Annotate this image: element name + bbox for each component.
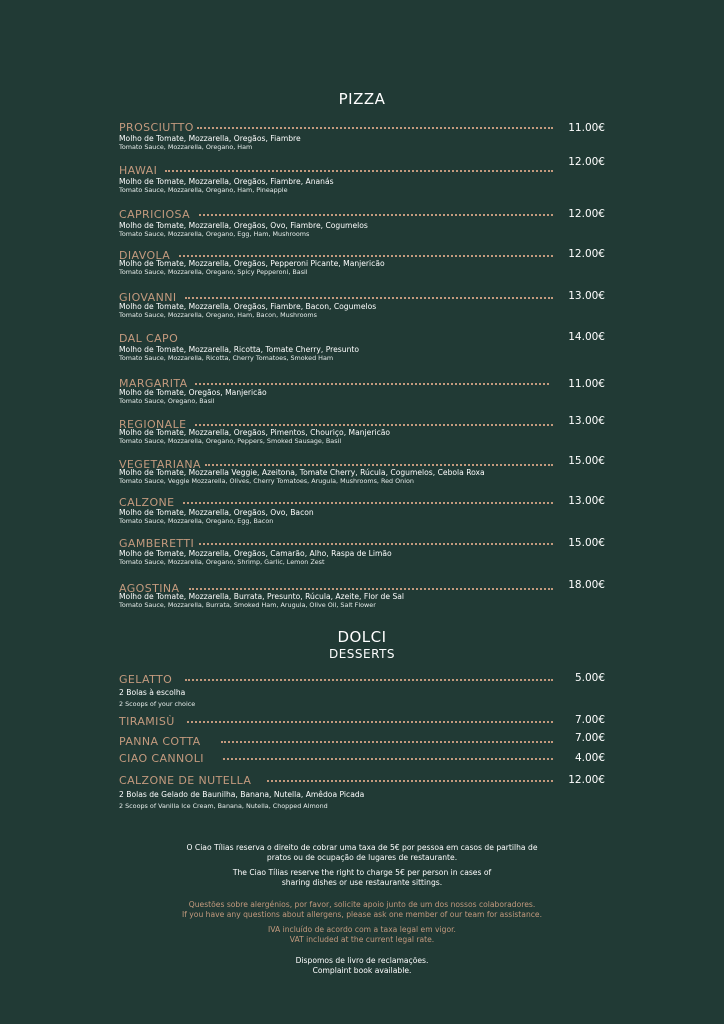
item-desc-en: Tomato Sauce, Mozzarella, Oregano, Shrimp, Garlic, Lemon Zest xyxy=(119,558,325,566)
footer-line: O Ciao Tílias reserva o direito de cobrar uma taxa de 5€ por pessoa em casos de partilha de xyxy=(186,843,538,852)
item-name: DIAVOLA xyxy=(119,249,171,262)
item-desc-pt: Molho de Tomate, Mozzarella, Oregãos, Pepperoni Picante, Manjericão xyxy=(119,259,385,268)
menu-item xyxy=(119,208,605,239)
item-desc-en: Tomato Sauce, Mozzarella, Ricotta, Cherry Tomatoes, Smoked Ham xyxy=(119,354,334,362)
menu-item xyxy=(119,774,605,813)
item-price: 13.00€ xyxy=(568,415,605,427)
item-price: 15.00€ xyxy=(568,455,605,467)
menu-item xyxy=(119,715,605,728)
item-desc-pt: Molho de Tomate, Mozzarella, Oregãos, Pimentos, Chouriço, Manjericão xyxy=(119,428,391,437)
item-desc-pt: 2 Bolas de Gelado de Baunilha, Banana, Nutella, Amêdoa Picada xyxy=(119,790,365,799)
item-name: HAWAI xyxy=(119,164,158,177)
item-desc-en: Tomato Sauce, Mozzarella, Oregano, Ham, Bacon, Mushrooms xyxy=(119,311,317,319)
dot-leader xyxy=(189,585,553,590)
menu-item xyxy=(119,496,605,526)
footer-line: pratos ou de ocupação de lugares de restaurante. xyxy=(266,853,458,862)
item-name: GAMBERETTI xyxy=(119,537,195,550)
item-name: VEGETARIANA xyxy=(119,458,201,471)
dot-leader xyxy=(165,167,553,172)
item-name: GIOVANNI xyxy=(119,291,177,304)
menu-item xyxy=(119,455,605,486)
vat-note xyxy=(0,925,724,945)
menu-item xyxy=(119,579,605,610)
item-price: 12.00€ xyxy=(568,774,605,786)
item-desc-pt: Molho de Tomate, Mozzarella, Oregãos, Fiambre xyxy=(119,134,301,143)
dot-leader xyxy=(197,124,553,129)
footer-line: Complaint book available. xyxy=(312,966,412,975)
dot-leader xyxy=(195,380,549,385)
item-desc-en: Tomato Sauce, Mozzarella, Oregano, Ham xyxy=(119,143,253,151)
item-desc-en: 2 Scoops of Vanilla Ice Cream, Banana, Nutella, Chopped Almond xyxy=(119,802,328,810)
dot-leader xyxy=(199,211,553,216)
item-desc-en: Tomato Sauce, Mozzarella, Oregano, Ham, Pineapple xyxy=(119,186,288,194)
dot-leader xyxy=(267,777,553,782)
item-desc-pt: Molho de Tomate, Mozzarella, Oregãos, Camarão, Alho, Raspa de Limão xyxy=(119,549,392,558)
item-desc-pt: Molho de Tomate, Oregãos, Manjericão xyxy=(119,388,267,397)
dot-leader xyxy=(205,461,553,466)
menu-item xyxy=(119,249,605,277)
item-desc-en: Tomato Sauce, Mozzarella, Burrata, Smoked Ham, Arugula, Olive Oil, Salt Flower xyxy=(119,601,376,609)
menu-item xyxy=(119,752,605,765)
item-price: 7.00€ xyxy=(574,732,605,744)
item-name: CAPRICIOSA xyxy=(119,208,191,221)
menu-item xyxy=(119,673,605,711)
menu-item xyxy=(119,291,605,320)
item-name: PANNA COTTA xyxy=(119,735,201,748)
menu-item xyxy=(119,121,605,152)
footer-line: Questões sobre alergénios, por favor, solicite apoio junto de um dos nossos colaboradores. xyxy=(188,900,536,909)
item-desc-en: Tomato Sauce, Veggie Mozzarella, Olives, Cherry Tomatoes, Arugula, Mushrooms, Red Onion xyxy=(119,477,414,485)
item-price: 12.00€ xyxy=(568,208,605,220)
dot-leader xyxy=(185,294,553,299)
dolci-section-title: DOLCI xyxy=(337,628,387,646)
complaint-note xyxy=(0,956,724,976)
dot-leader xyxy=(183,499,553,504)
item-name: CALZONE xyxy=(119,496,175,509)
dot-leader xyxy=(185,676,553,681)
item-desc-pt: Molho de Tomate, Mozzarella, Ricotta, Tomate Cherry, Presunto xyxy=(119,345,360,354)
dot-leader xyxy=(223,755,553,760)
item-name: CIAO CANNOLI xyxy=(119,752,204,765)
item-name: TIRAMISÙ xyxy=(119,715,175,728)
item-name: MARGARITA xyxy=(119,377,188,390)
dolci-section-subtitle: DESSERTS xyxy=(328,647,396,661)
footer-line: VAT included at the current legal rate. xyxy=(289,935,435,944)
item-price: 7.00€ xyxy=(574,714,605,726)
item-desc-pt: Molho de Tomate, Mozzarella, Oregãos, Fiambre, Ananás xyxy=(119,177,334,186)
pizza-section-title: PIZZA xyxy=(338,90,386,108)
menu-item xyxy=(119,415,605,446)
footer-line: Dispomos de livro de reclamações. xyxy=(295,956,429,965)
item-desc-en: 2 Scoops of your choice xyxy=(119,700,196,708)
footer-line: sharing dishes or use restaurante sittings. xyxy=(281,878,443,887)
item-price: 12.00€ xyxy=(568,248,605,260)
item-name: AGOSTINA xyxy=(119,582,180,595)
menu-item xyxy=(119,156,605,195)
menu-item xyxy=(119,377,605,406)
dot-leader xyxy=(199,540,553,545)
footer-line: If you have any questions about allergens, please ask one member of our team for assistance. xyxy=(181,910,543,919)
item-desc-en: Tomato Sauce, Mozzarella, Oregano, Egg, Bacon xyxy=(119,517,274,525)
item-name: PROSCIUTTO xyxy=(119,121,194,134)
menu-item xyxy=(119,332,605,363)
item-price: 15.00€ xyxy=(568,537,605,549)
menu-item xyxy=(119,537,605,567)
item-desc-en: Tomato Sauce, Mozzarella, Oregano, Peppers, Smoked Sausage, Basil xyxy=(119,437,342,445)
dot-leader xyxy=(187,718,553,723)
dot-leader xyxy=(221,738,553,743)
item-price: 13.00€ xyxy=(568,290,605,302)
menu-item xyxy=(119,732,605,748)
item-price: 13.00€ xyxy=(568,495,605,507)
item-desc-pt: Molho de Tomate, Mozzarella, Oregãos, Ovo, Bacon xyxy=(119,508,314,517)
dot-leader xyxy=(195,421,553,426)
dot-leader xyxy=(179,252,553,257)
item-price: 14.00€ xyxy=(568,331,605,343)
sharing-note-pt xyxy=(0,843,724,863)
item-desc-en: Tomato Sauce, Mozzarella, Oregano, Egg, Ham, Mushrooms xyxy=(119,230,310,238)
item-name: DAL CAPO xyxy=(119,332,179,345)
item-price: 11.00€ xyxy=(568,378,605,390)
item-desc-pt: Molho de Tomate, Mozzarella, Oregãos, Fiambre, Bacon, Cogumelos xyxy=(119,302,377,311)
item-desc-pt: Molho de Tomate, Mozzarella Veggie, Azeitona, Tomate Cherry, Rúcula, Cogumelos, Cebola Roxa xyxy=(119,468,485,477)
item-price: 12.00€ xyxy=(568,156,605,168)
item-desc-en: Tomato Sauce, Mozzarella, Oregano, Spicy Pepperoni, Basil xyxy=(119,268,308,276)
item-name: REGIONALE xyxy=(119,418,187,431)
item-price: 5.00€ xyxy=(574,672,605,684)
item-price: 11.00€ xyxy=(568,122,605,134)
footer-line: The Ciao Tílias reserve the right to charge 5€ per person in cases of xyxy=(232,868,492,877)
item-price: 4.00€ xyxy=(574,752,605,764)
sharing-note-en xyxy=(0,868,724,888)
item-desc-en: Tomato Sauce, Oregano, Basil xyxy=(119,397,215,405)
item-desc-pt: Molho de Tomate, Mozzarella, Oregãos, Ovo, Fiambre, Cogumelos xyxy=(119,221,368,230)
item-name: CALZONE DE NUTELLA xyxy=(119,774,252,787)
item-price: 18.00€ xyxy=(568,579,605,591)
item-desc-pt: Molho de Tomate, Mozzarella, Burrata, Presunto, Rúcula, Azeite, Flor de Sal xyxy=(119,592,405,601)
item-name: GELATTO xyxy=(119,673,173,686)
footer-line: IVA incluído de acordo com a taxa legal em vigor. xyxy=(268,925,456,934)
item-desc-pt: 2 Bolas à escolha xyxy=(119,688,186,697)
allergens-note xyxy=(0,900,724,920)
